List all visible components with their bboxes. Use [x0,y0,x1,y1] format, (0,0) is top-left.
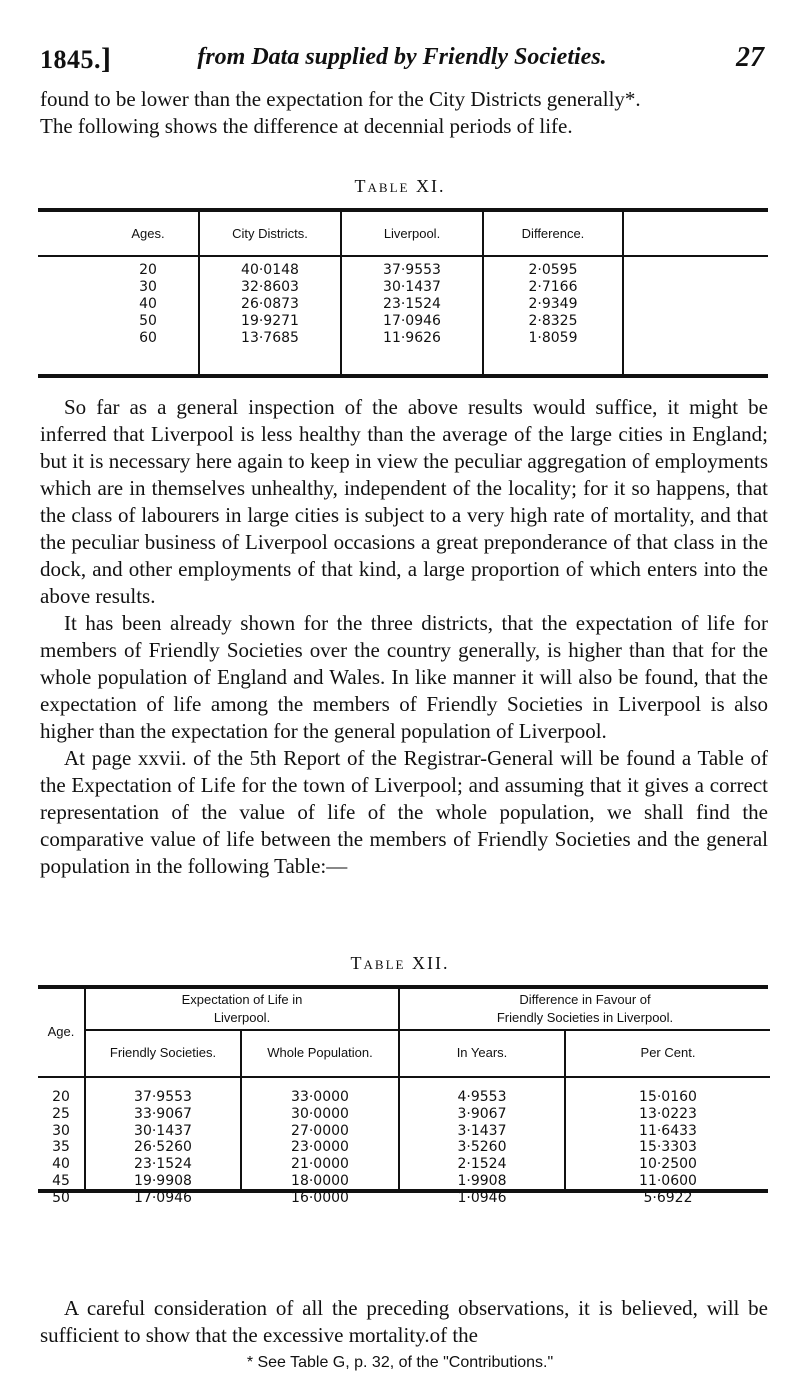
table-cell: 1·8059 [528,330,578,346]
table-cell: 26·0873 [241,296,299,312]
table-cell: 32·8603 [241,279,299,295]
table-cell: 45 [52,1172,70,1189]
table-11-caption: Table XI. [354,176,446,196]
table-cell: 27·0000 [291,1122,349,1139]
table-cell: 40 [139,296,157,312]
table-cell: 16·0000 [291,1189,349,1206]
table-rule [38,1076,770,1078]
header-year: 1845.] [40,42,112,75]
running-header [40,42,764,82]
age-column [38,1089,84,1207]
table-cell: 30·1437 [383,279,441,295]
table-cell: 17·0946 [134,1189,192,1206]
table-cell: 37·9553 [383,262,441,278]
table-divider [622,212,624,374]
table-cell: 2·9349 [528,296,578,312]
header-per-cent: Per Cent. [640,1045,696,1060]
table-cell: 23·1524 [134,1156,192,1173]
header-difference-group: Difference in Favour of Friendly Societies in Liverpool. [496,992,674,1025]
table-cell: 26·5260 [134,1139,192,1156]
table-cell: 25 [52,1105,70,1122]
table-cell: 40 [52,1156,70,1173]
table-cell: 23·1524 [383,296,441,312]
table-cell: 13·7685 [241,330,299,346]
header-in-years: In Years. [456,1045,508,1060]
liverpool-column [342,262,482,347]
table-12-caption: Table XII. [350,953,450,973]
table-cell: 2·7166 [528,279,578,295]
table-cell: 35 [52,1139,70,1156]
table-cell: 50 [52,1189,70,1206]
table-rule [84,1029,770,1031]
body-text [40,394,768,880]
table-cell: 2·1524 [457,1156,507,1173]
table-cell: 19·9908 [134,1172,192,1189]
difference-column [484,262,622,347]
table-cell: 30 [139,279,157,295]
table-cell: 33·0000 [291,1089,349,1105]
paragraph: A careful consideration of all the preceding observations, it is believed, will be sufficient to show that the excessive mortality.of the [40,1296,768,1347]
page-number: 27 [736,42,764,73]
table-cell: 33·9067 [134,1105,192,1122]
header-city-districts: City Districts. [232,226,308,241]
table-cell: 2·0595 [528,262,578,278]
table-cell: 11·0600 [639,1172,697,1189]
table-cell: 3·5260 [457,1139,507,1156]
header-expectation-group: Expectation of Life in Liverpool. [181,992,303,1025]
table-11 [38,208,768,378]
table-cell: 2·8325 [528,313,578,329]
table-cell: 20 [139,262,157,278]
table-cell: 4·9553 [457,1089,507,1105]
table-cell: 5·6922 [643,1189,693,1206]
header-difference: Difference. [521,226,585,241]
table-cell: 20 [52,1089,70,1105]
header-ages: Ages. [131,226,165,241]
in-years-column [400,1089,564,1207]
table-cell: 1·0946 [457,1189,507,1206]
header-friendly-societies: Friendly Societies. [109,1045,217,1060]
table-cell: 17·0946 [383,313,441,329]
table-cell: 19·9271 [241,313,299,329]
table-cell: 21·0000 [291,1156,349,1173]
whole-population-column [242,1089,398,1207]
table-cell: 37·9553 [134,1089,192,1105]
paragraph: At page xxvii. of the 5th Report of the Registrar-General will be found a Table of the Expectation of Life for the town of Liverpool; and assuming that it gives a correct representation of the value of life of the whole population, we shall find the comparative value of life between the members of Friendly Societies and the general population in the following Table:— [40,746,768,878]
city-districts-column [200,262,340,347]
table-cell: 40·0148 [241,262,299,278]
friendly-societies-column [86,1089,240,1207]
header-liverpool: Liverpool. [383,226,441,241]
header-whole-population: Whole Population. [267,1045,373,1060]
table-cell: 30·1437 [134,1122,192,1139]
per-cent-column [566,1089,770,1207]
table-cell: 10·2500 [639,1156,697,1173]
table-cell: 11·9626 [383,330,441,346]
intro-line-2: The following shows the difference at decennial periods of life. [40,114,573,138]
intro-line-1: found to be lower than the expectation for the City Districts generally*. [40,87,641,111]
table-cell: 60 [139,330,157,346]
intro-text [40,86,768,140]
ages-column [98,262,198,347]
table-cell: 1·9908 [457,1172,507,1189]
table-cell: 30·0000 [291,1105,349,1122]
table-cell: 30 [52,1122,70,1139]
table-cell: 23·0000 [291,1139,349,1156]
footnote: * See Table G, p. 32, of the "Contributions." [246,1354,554,1371]
table-cell: 13·0223 [639,1105,697,1122]
table-cell: 3·9067 [457,1105,507,1122]
paragraph: It has been already shown for the three districts, that the expectation of life for members of Friendly Societies over the country generally, is higher than that for the whole population of England and Wales. In like manner it will also be found, that the expectation of life among the members of Friendly Societies in Liverpool is also higher than the expectation for the general population of Liverpool. [40,611,768,743]
paragraph: So far as a general inspection of the above results would suffice, it might be inferred that Liverpool is less healthy than the average of the large cities in England; but it is necessary here again to keep in view the peculiar aggregation of employments which are in themselves unhealthy, independent of the locality; for it so happens, that the class of labourers in large cities is subject to a very high rate of mortality, and that the peculiar business of Liverpool occasions a great preponderance of that class in the dock, and other employments of that kind, a large proportion of which enters into the above results. [40,395,768,608]
table-cell: 15·3303 [639,1139,697,1156]
header-title: from Data supplied by Friendly Societies. [197,44,607,70]
table-cell: 11·6433 [639,1122,697,1139]
closing-text [40,1295,768,1349]
table-cell: 18·0000 [291,1172,349,1189]
table-cell: 15·0160 [639,1089,697,1105]
table-cell: 50 [139,313,157,329]
table-cell: 3·1437 [457,1122,507,1139]
header-age: Age. [47,1024,75,1039]
table-12 [38,985,768,1206]
